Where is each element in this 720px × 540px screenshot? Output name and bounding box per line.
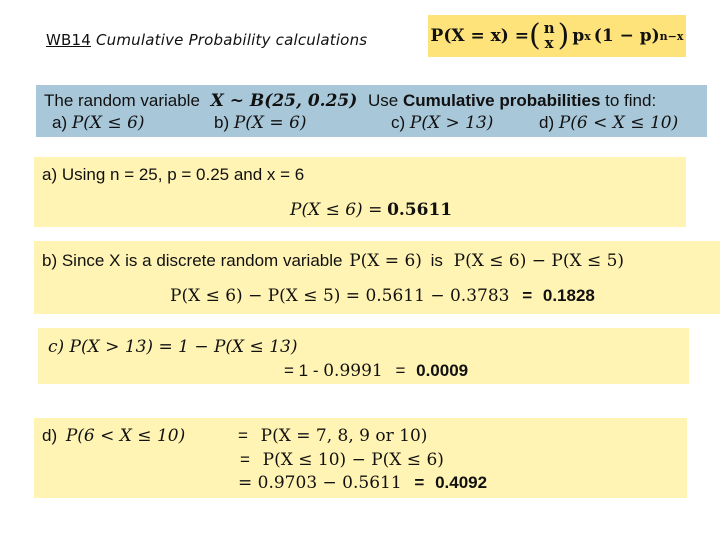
formula-p-exponent: x	[584, 29, 591, 43]
part-a-line-1: a) Using n = 25, p = 0.25 and x = 6	[42, 165, 305, 184]
part-d-answer: 0.4092	[435, 473, 488, 492]
question-distribution: X ~ B(25, 0.25)	[210, 91, 358, 111]
part-c-panel	[38, 328, 689, 384]
part-d-line-1: d) P(6 < X ≤ 10)	[42, 426, 186, 446]
part-c-line-1: c) P(X > 13) = 1 − P(X ≤ 13)	[48, 337, 298, 357]
binom-top: n	[543, 19, 555, 37]
question-line-1	[44, 91, 656, 111]
page-title	[46, 31, 367, 49]
question-to-find: to find:	[605, 91, 657, 110]
binomial-coefficient	[544, 21, 555, 51]
part-b-line-1: b) Since X is a discrete random variable P(X = 6) is P(X ≤ 6) − P(X ≤ 5)	[42, 251, 625, 271]
title-text: Cumulative Probability calculations	[91, 31, 368, 49]
question-cumulative: Cumulative probabilities	[402, 91, 601, 110]
part-b-line-2: P(X ≤ 6) − P(X ≤ 5) = 0.5611 − 0.3783 = 0.1828	[170, 286, 595, 306]
question-part-b: b) P(X = 6)	[214, 113, 307, 133]
question-part-a: a) P(X ≤ 6)	[52, 113, 145, 133]
formula-q-exponent: n−x	[659, 29, 684, 43]
question-part-c: c) P(X > 13)	[391, 113, 494, 133]
part-a-result: P(X ≤ 6) = 0.5611	[290, 200, 453, 220]
part-d-step-2: = P(X ≤ 10) − P(X ≤ 6)	[240, 450, 444, 470]
part-d-step-1: = P(X = 7, 8, 9 or 10)	[238, 426, 428, 446]
formula-lhs: P(X = x) =	[430, 26, 529, 46]
formula-q: (1 − p)	[593, 26, 660, 46]
part-c-line-2: = 1 - 0.9991 = 0.0009	[284, 361, 469, 381]
part-c-answer: 0.0009	[416, 361, 469, 380]
part-a-answer: 0.5611	[387, 200, 453, 220]
question-use: Use	[368, 91, 399, 110]
part-d-step-3: = 0.9703 − 0.5611 = 0.4092	[238, 473, 488, 493]
part-b-answer: 0.1828	[542, 286, 595, 305]
formula-p: p	[572, 26, 585, 46]
part-a-panel	[34, 157, 686, 227]
title-code: WB14	[46, 31, 92, 49]
question-part-d: d) P(6 < X ≤ 10)	[539, 113, 679, 133]
binomial-formula-box: P(X = x) = ( n x ) p x (1 − p) n−x	[428, 15, 686, 57]
part-d-panel	[34, 418, 687, 498]
question-intro: The random variable	[44, 91, 200, 110]
part-b-panel	[34, 241, 720, 314]
question-box	[36, 85, 707, 137]
binom-bottom: x	[544, 34, 554, 52]
